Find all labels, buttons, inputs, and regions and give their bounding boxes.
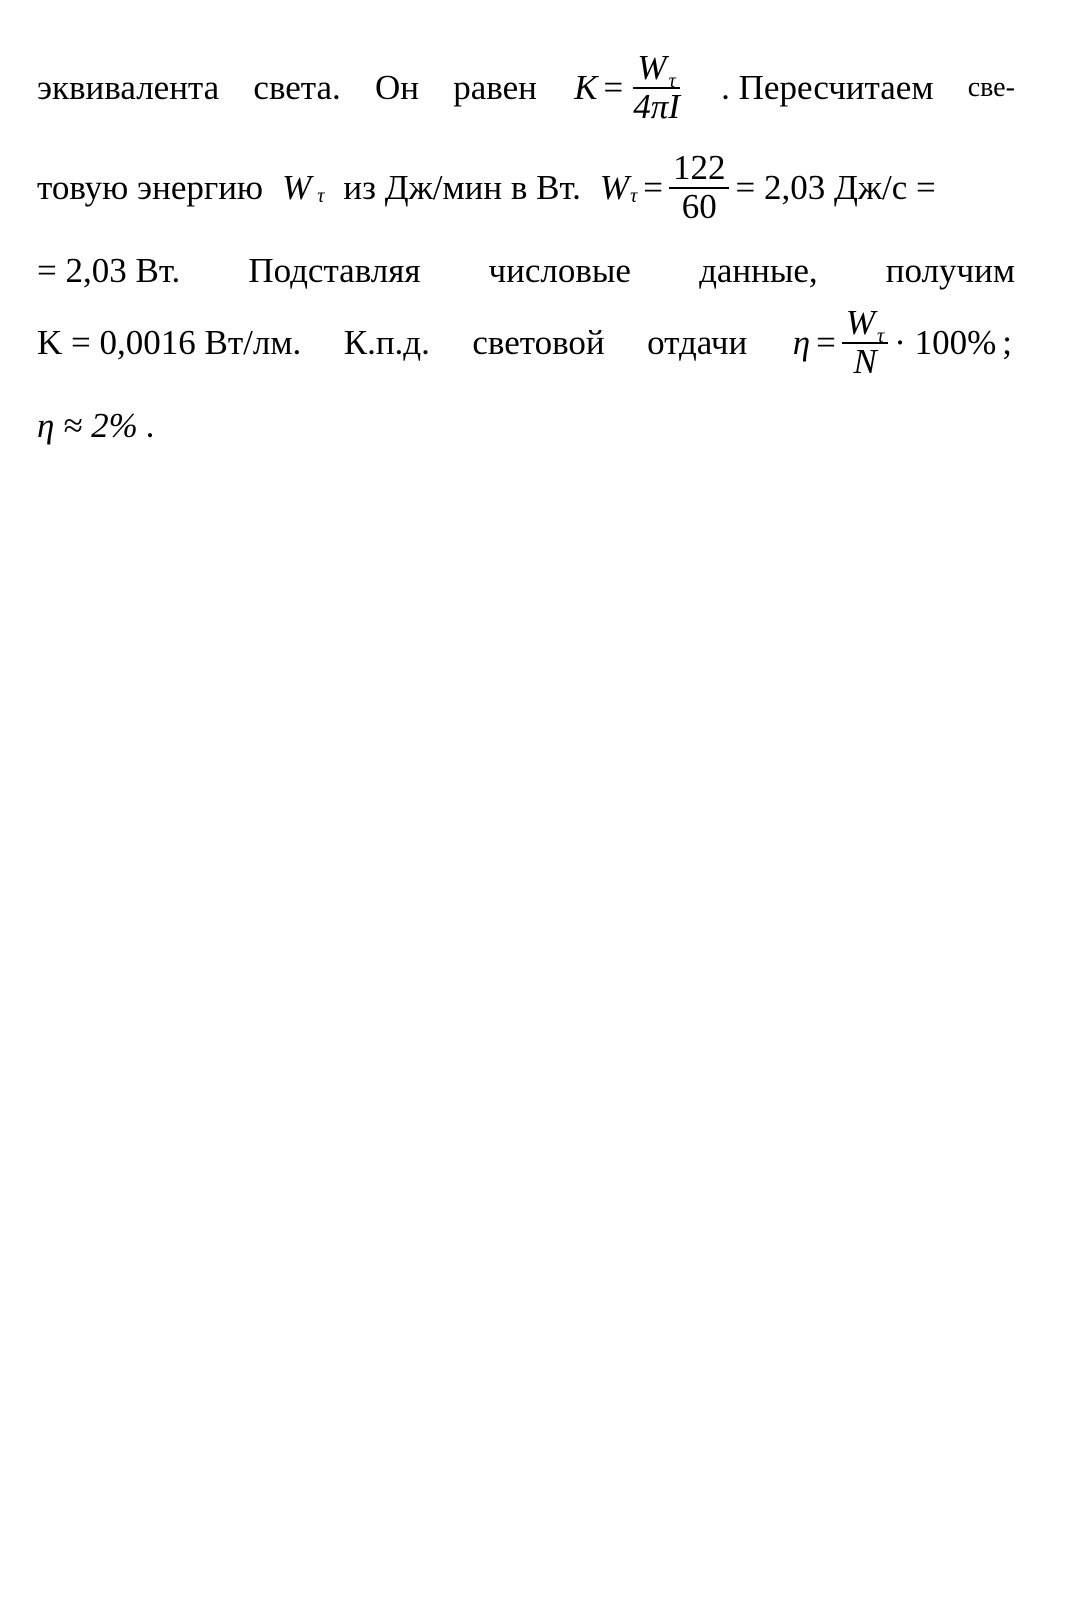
formula-w-tau: W τ = $\frac{122}{60}$ = 2,03 Дж/с =: [599, 148, 936, 226]
word: света.: [253, 68, 341, 108]
word: равен: [453, 68, 537, 108]
symbol-w-tau: W τ: [282, 168, 325, 208]
word: световой: [472, 323, 605, 363]
word: Он: [375, 68, 420, 108]
word: K = 0,0016 Вт/лм.: [37, 323, 302, 363]
text-line-1: [37, 50, 1015, 126]
word: = 2,03 Вт.: [37, 251, 181, 290]
text-line-4: [37, 305, 1015, 381]
word: из Дж/мин в Вт.: [343, 168, 581, 208]
fraction: $\frac{W _\tau}{4\pi I}$: [633, 48, 680, 126]
text-line-3: [37, 253, 1015, 288]
word: отдачи: [647, 323, 748, 363]
fraction: $\frac{122}{60}$: [669, 150, 730, 226]
word: К.п.д.: [343, 323, 430, 363]
formula-eta: η = $\frac{W _\tau}{N}$ · 100% ;: [792, 303, 1012, 381]
word: получим: [885, 251, 1015, 290]
result-eta: η ≈ 2% .: [37, 406, 156, 445]
text-line-5: [37, 408, 1015, 443]
word: данные,: [699, 251, 818, 290]
word: све-: [967, 71, 1015, 103]
word: числовые: [488, 251, 631, 290]
text-line-2: [37, 150, 1015, 226]
word: эквивалента: [37, 68, 220, 108]
formula-k: K = $\frac{W _\tau}{4\pi I}$: [571, 50, 687, 126]
word: . Пересчитаем: [721, 68, 934, 108]
fraction: $\frac{W _\tau}{N}$: [842, 305, 888, 381]
word: товую энергию: [37, 168, 264, 208]
word: Подставляя: [248, 251, 421, 290]
